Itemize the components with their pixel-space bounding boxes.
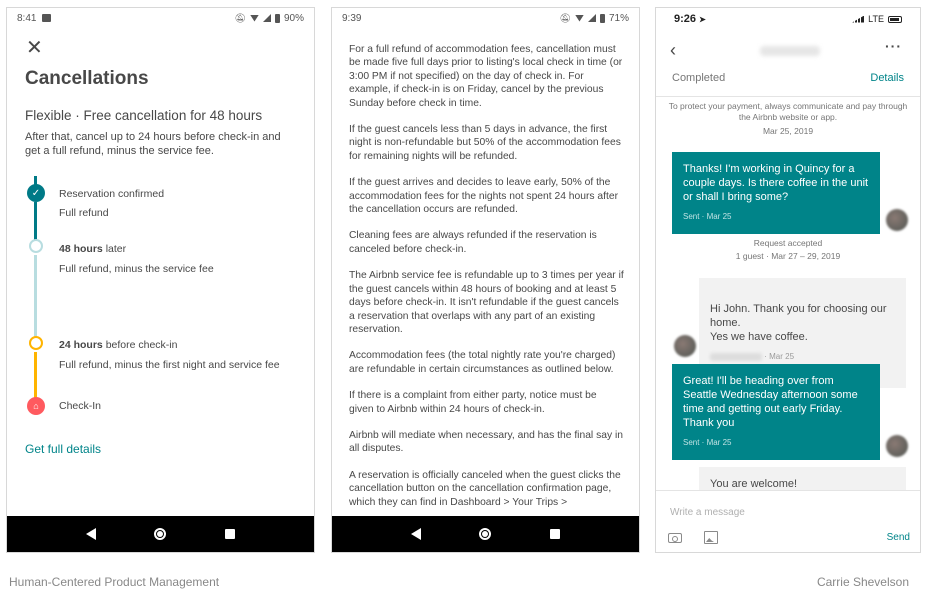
request-detail: 1 guest · Mar 27 – 29, 2019: [735, 251, 841, 261]
back-icon[interactable]: [411, 528, 421, 540]
milestone-dot: [29, 336, 43, 350]
timeline-label: [59, 339, 177, 351]
policy-paragraph: Accommodation fees (the total nightly rate you're charged) are refundable in certain circumstances as outlined below.: [349, 350, 616, 375]
status-bar: [7, 8, 314, 28]
timeline-label: [59, 243, 126, 255]
message-bubble-sent: [672, 152, 880, 234]
status-time-text: 9:26: [674, 13, 697, 25]
camera-icon[interactable]: [668, 533, 682, 543]
battery-percent: 71%: [608, 12, 629, 24]
page-title: Cancellations: [25, 68, 149, 89]
timeline-label-bold: 48 hours: [59, 243, 103, 255]
details-link[interactable]: Details: [870, 72, 904, 84]
thread-header: [656, 38, 920, 68]
policy-paragraph: Airbnb will mediate when necessary, and has the final say in all disputes.: [349, 429, 623, 455]
host-avatar: [674, 335, 696, 357]
home-button-dot: [157, 531, 163, 537]
message-meta: Sent · Mar 25: [683, 212, 732, 221]
message-text: Great! I'll be heading over from Seattle Wednesday afternoon some time and getting out early Friday. Thank you: [683, 375, 858, 429]
caption-right: Carrie Shevelson: [816, 575, 909, 589]
message-text: Thanks! I'm working in Quincy for a couple days. Is there coffee in the unit or shall I bring some?: [683, 163, 869, 203]
back-icon[interactable]: [86, 528, 96, 540]
timeline-detail: Full refund, minus the first night and service fee: [59, 359, 280, 371]
signal-icon: [263, 14, 271, 22]
message-input[interactable]: Write a message: [670, 507, 745, 518]
timeline-label-rest: before check-in: [105, 339, 178, 351]
status-time: 8:41: [17, 12, 37, 24]
policy-paragraph: If the guest arrives and decides to leave early, 50% of the accommodation fees for the nights not spent 24 hours after the cancellation occurs are refunded.: [349, 177, 619, 216]
message-text: Hi John. Thank you for choosing our home. Yes we have coffee.: [710, 303, 887, 343]
timeline-detail: Full refund: [59, 207, 109, 219]
policy-details-screen: [331, 7, 640, 553]
status-time: 9:39: [342, 12, 362, 24]
mute-icon: 🔕︎: [234, 12, 246, 23]
mute-icon: 🔕︎: [559, 12, 571, 23]
caption-left: Human-Centered Product Management: [9, 575, 220, 589]
policy-paragraph: The Airbnb service fee is refundable up to 3 times per year if the guest cancels within 48 hours of booking and at least 5 days before check-in. It isn't refundable if the guest cancels a reservation that overlaps with any part of an existing reservation.: [349, 270, 624, 335]
host-name-blurred: [710, 353, 762, 361]
battery-icon: [600, 14, 605, 23]
home-icon: ⌂: [27, 397, 45, 415]
message-meta: [710, 350, 895, 364]
more-icon[interactable]: ···: [885, 38, 902, 54]
status-time: [674, 13, 706, 25]
timeline-label-bold: 24 hours: [59, 339, 103, 351]
recents-icon[interactable]: [225, 529, 235, 539]
policy-paragraph: For a full refund of accommodation fees, cancellation must be made five full days prior to listing's local check in time (or 3:00 PM if not specified) on the day of check in. For example, if check-in is on Friday, cancel by the previous Sunday before check in time.: [349, 44, 623, 109]
timeline-line: [34, 255, 37, 343]
message-text: You are welcome!: [710, 478, 798, 490]
request-accepted: Request accepted: [753, 238, 823, 248]
battery-icon: [275, 14, 280, 23]
policy-description: After that, cancel up to 24 hours before check-in and get a full refund, minus the service fee.: [25, 131, 281, 157]
check-icon: ✓: [27, 184, 45, 202]
reservation-status: Completed: [672, 72, 726, 84]
message-bubble-sent: [672, 364, 880, 460]
location-icon: ➤: [699, 15, 706, 24]
milestone-dot: [29, 239, 43, 253]
policy-name: Flexible · Free cancellation for 48 hours: [25, 108, 263, 123]
wifi-icon: [575, 15, 584, 22]
status-bar: [332, 8, 639, 28]
android-nav-bar: [332, 516, 639, 552]
guest-avatar: [886, 209, 908, 231]
message-thread-screen: [655, 7, 921, 553]
cancellations-screen: [6, 7, 315, 553]
photo-gallery-icon[interactable]: [704, 531, 718, 544]
timeline-label: Reservation confirmed: [59, 188, 165, 200]
chevron-left-icon[interactable]: ‹: [670, 40, 676, 60]
status-right: [852, 14, 902, 24]
home-button-icon[interactable]: [479, 528, 491, 540]
signal-icon: [588, 14, 596, 22]
message-meta: Sent · Mar 25: [683, 438, 732, 447]
network-type: LTE: [868, 14, 884, 24]
timeline-label-rest: later: [105, 243, 127, 255]
wifi-icon: [250, 15, 259, 22]
signal-icon: [852, 16, 864, 23]
image-icon: [42, 14, 51, 22]
battery-icon: [888, 16, 902, 23]
timeline-detail: Full refund, minus the service fee: [59, 263, 214, 275]
payment-notice-date: Mar 25, 2019: [762, 126, 814, 136]
divider: [656, 96, 920, 97]
battery-percent: 90%: [283, 12, 304, 24]
message-meta-date: · Mar 25: [764, 352, 795, 361]
message-composer: [656, 490, 920, 553]
status-bar: [656, 8, 920, 30]
timeline-label: Check-In: [59, 400, 102, 412]
guest-avatar: [886, 435, 908, 457]
policy-document: [349, 43, 624, 522]
payment-notice: To protect your payment, always communicate and pay through the Airbnb website or app.: [668, 101, 908, 122]
close-icon[interactable]: ✕: [26, 37, 43, 59]
policy-paragraph: Cleaning fees are always refunded if the reservation is canceled before check-in.: [349, 230, 597, 255]
policy-paragraph: If there is a complaint from either party, notice must be given to Airbnb within 24 hours of check-in.: [349, 390, 597, 415]
host-name-blurred: [760, 46, 820, 56]
android-nav-bar: [7, 516, 314, 552]
message-bubble-received: [699, 467, 906, 491]
policy-paragraph: If the guest cancels less than 5 days in advance, the first night is non-refundable but 50% of the accommodation fees for remaining nights will be refunded.: [349, 124, 621, 162]
home-button-dot: [482, 531, 488, 537]
send-button[interactable]: Send: [886, 532, 910, 543]
recents-icon[interactable]: [550, 529, 560, 539]
home-button-icon[interactable]: [154, 528, 166, 540]
get-full-details-link[interactable]: Get full details: [25, 442, 102, 456]
policy-paragraph: A reservation is officially canceled when the guest clicks the cancellation button on the cancellation confirmation page, which they can find in Dashboard > Your Trips >: [349, 469, 621, 508]
